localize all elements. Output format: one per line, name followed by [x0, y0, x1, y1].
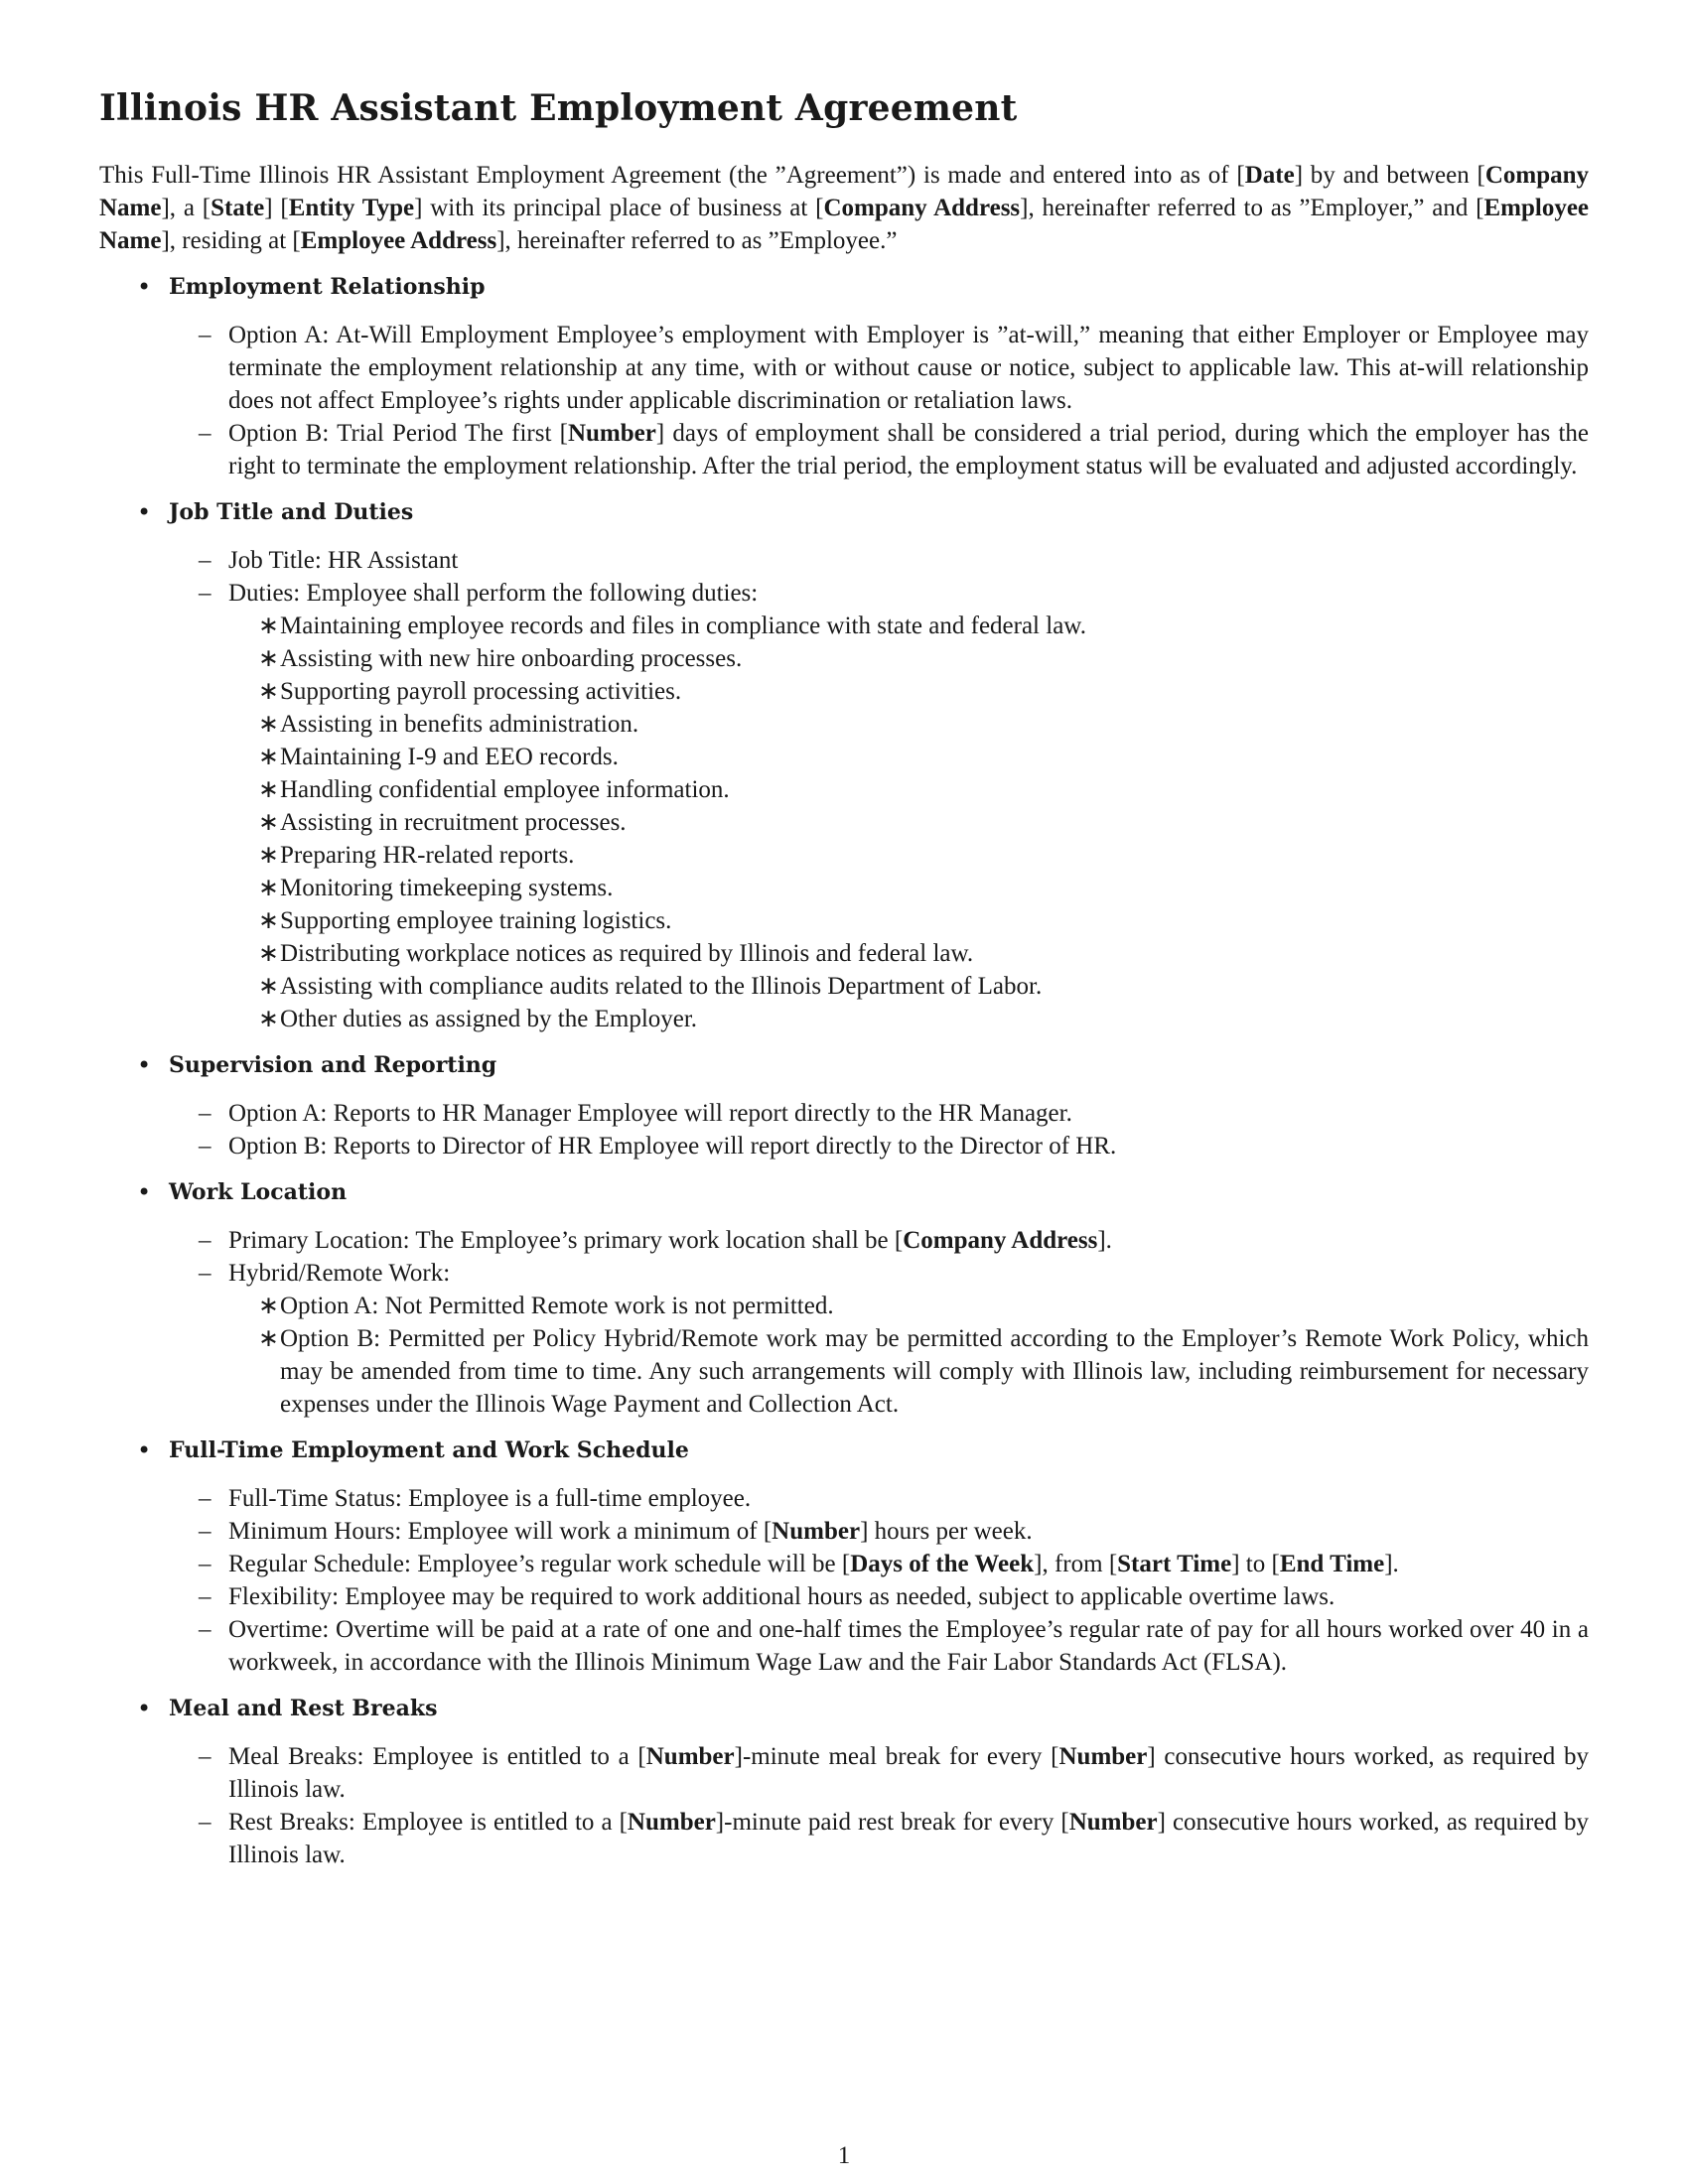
duty-text: Assisting with compliance audits related to the Illinois Department of Labor. [280, 973, 1043, 1000]
placeholder-number: Number [1068, 1809, 1158, 1836]
list-item [169, 417, 1589, 482]
list-item [169, 1482, 1589, 1515]
list-item [169, 1613, 1589, 1679]
item-list [169, 1740, 1589, 1871]
dash-icon: – [199, 1583, 211, 1610]
asterisk-icon: ∗ [258, 1293, 279, 1319]
asterisk-icon: ∗ [258, 1325, 279, 1352]
duty-item [228, 970, 1589, 1003]
item-text: Flexibility: Employee may be required to work additional hours as needed, subject to applicable overtime laws. [228, 1583, 1336, 1610]
section-employment-relationship [99, 271, 1589, 482]
duty-item [228, 642, 1589, 675]
document-title: Illinois HR Assistant Employment Agreement [99, 87, 1018, 129]
duty-text: Assisting with new hire onboarding processes. [280, 645, 743, 672]
asterisk-icon: ∗ [258, 678, 279, 705]
item-text: ]. [1097, 1227, 1112, 1254]
placeholder-number: Number [627, 1809, 716, 1836]
item-list [169, 1097, 1589, 1162]
list-item [169, 1257, 1589, 1421]
dash-icon: – [199, 1551, 211, 1577]
item-text: Duties: Employee shall perform the following duties: [228, 580, 759, 607]
hybrid-options-list [228, 1290, 1589, 1421]
dash-icon: – [199, 1227, 211, 1254]
dash-icon: – [199, 420, 211, 447]
intro-text: ], residing at [ [161, 227, 301, 254]
duties-list [228, 610, 1589, 1035]
item-text: ]-minute paid rest break for every [ [715, 1809, 1069, 1836]
intro-text: This Full-Time Illinois HR Assistant Employment Agreement (the ”Agreement”) is made and entered into as of [ [99, 162, 1245, 189]
duty-item [228, 806, 1589, 839]
asterisk-icon: ∗ [258, 940, 279, 967]
dash-icon: – [199, 1100, 211, 1127]
duty-text: Supporting employee training logistics. [280, 907, 672, 934]
duty-item [228, 675, 1589, 708]
list-item [169, 1806, 1589, 1871]
duty-text: Other duties as assigned by the Employer. [280, 1006, 698, 1032]
section-supervision-reporting [99, 1049, 1589, 1162]
document-page [99, 87, 1589, 1871]
duty-item [228, 904, 1589, 937]
placeholder-company-address: Company Address [903, 1227, 1098, 1254]
section-title: Work Location [169, 1179, 348, 1205]
bullet-icon: • [137, 273, 152, 301]
duty-text: Assisting in recruitment processes. [280, 809, 627, 836]
placeholder-number: Number [1058, 1743, 1148, 1770]
list-item [169, 1097, 1589, 1130]
intro-paragraph [99, 159, 1589, 257]
bullet-icon: • [137, 1695, 152, 1722]
dash-icon: – [199, 1616, 211, 1643]
hybrid-option-item [228, 1322, 1589, 1421]
duty-text: Supporting payroll processing activities. [280, 678, 682, 705]
placeholder-company-name: Company Name [99, 162, 1589, 221]
intro-text: ], a [ [161, 195, 211, 221]
bullet-icon: • [137, 1178, 152, 1206]
item-list [169, 1224, 1589, 1421]
section-title: Supervision and Reporting [169, 1052, 497, 1078]
duty-text: Assisting in benefits administration. [280, 711, 639, 738]
section-full-time-schedule [99, 1434, 1589, 1679]
placeholder-end-time: End Time [1279, 1551, 1385, 1577]
dash-icon: – [199, 1133, 211, 1160]
asterisk-icon: ∗ [258, 613, 279, 639]
asterisk-icon: ∗ [258, 645, 279, 672]
duty-text: Handling confidential employee information. [280, 776, 730, 803]
dash-icon: – [199, 1809, 211, 1836]
item-text: ] hours per week. [860, 1518, 1033, 1545]
placeholder-number: Number [772, 1518, 861, 1545]
dash-icon: – [199, 1518, 211, 1545]
item-text: ], from [ [1034, 1551, 1118, 1577]
section-title: Job Title and Duties [169, 499, 414, 525]
asterisk-icon: ∗ [258, 842, 279, 869]
section-job-title-duties [99, 496, 1589, 1035]
asterisk-icon: ∗ [258, 809, 279, 836]
hybrid-option-item [228, 1290, 1589, 1322]
list-item [169, 1740, 1589, 1806]
placeholder-company-address: Company Address [823, 195, 1021, 221]
item-text: ] days of employment shall be considered a trial period, during which the employer has the right to terminate the employment relationship. After the trial period, the employment status will be evaluated and adjusted accordingly. [228, 420, 1589, 479]
duty-text: Maintaining I-9 and EEO records. [280, 744, 619, 770]
list-item [169, 319, 1589, 417]
intro-text: ] with its principal place of business at [ [414, 195, 824, 221]
item-text: Option B: Reports to Director of HR Employee will report directly to the Director of HR. [228, 1133, 1117, 1160]
item-list [169, 544, 1589, 1035]
placeholder-employee-name: Employee Name [99, 195, 1590, 254]
section-list [99, 271, 1589, 1871]
dash-icon: – [199, 547, 211, 574]
item-text: Job Title: HR Assistant [228, 547, 459, 574]
asterisk-icon: ∗ [258, 907, 279, 934]
placeholder-number: Number [567, 420, 656, 447]
duty-item [228, 937, 1589, 970]
dash-icon: – [199, 1485, 211, 1512]
duty-item [228, 839, 1589, 872]
duty-text: Preparing HR-related reports. [280, 842, 575, 869]
list-item [169, 1580, 1589, 1613]
duty-text: Distributing workplace notices as required by Illinois and federal law. [280, 940, 974, 967]
duty-item [228, 872, 1589, 904]
item-list [169, 319, 1589, 482]
section-title: Meal and Rest Breaks [169, 1696, 438, 1721]
duty-text: Maintaining employee records and files in compliance with state and federal law. [280, 613, 1086, 639]
item-text: ] consecutive hours worked, as required by Illinois law. [228, 1743, 1589, 1803]
placeholder-date: Date [1244, 162, 1295, 189]
item-text: Overtime: Overtime will be paid at a rate of one and one-half times the Employee’s regular rate of pay for all hours worked over 40 in a workweek, in accordance with the Illinois Minimum Wage Law and the Fair Labor Standards Act (FLSA). [228, 1616, 1589, 1676]
dash-icon: – [199, 1743, 211, 1770]
list-item [169, 577, 1589, 1035]
placeholder-start-time: Start Time [1117, 1551, 1232, 1577]
list-item [169, 1130, 1589, 1162]
bullet-icon: • [137, 498, 152, 526]
asterisk-icon: ∗ [258, 776, 279, 803]
placeholder-state: State [211, 195, 265, 221]
section-work-location [99, 1176, 1589, 1421]
item-text: Hybrid/Remote Work: [228, 1260, 451, 1287]
item-text: Option A: At-Will Employment Employee’s employment with Employer is ”at-will,” meaning that either Employer or Employee may terminate the employment relationship at any time, with or without cause or notice, subject to applicable law. This at-will relationship does not affect Employee’s rights under applicable discrimination or retaliation laws. [228, 322, 1589, 414]
page-number: 1 [837, 2142, 851, 2169]
intro-text: ], hereinafter referred to as ”Employer,” and [ [1020, 195, 1484, 221]
item-text: Meal Breaks: Employee is entitled to a [ [228, 1743, 646, 1770]
asterisk-icon: ∗ [258, 711, 279, 738]
placeholder-employee-address: Employee Address [300, 227, 497, 254]
item-text: Full-Time Status: Employee is a full-time employee. [228, 1485, 752, 1512]
dash-icon: – [199, 580, 211, 607]
dash-icon: – [199, 1260, 211, 1287]
placeholder-days: Days of the Week [850, 1551, 1035, 1577]
duty-item [228, 741, 1589, 773]
option-text: Option B: Permitted per Policy Hybrid/Remote work may be permitted according to the Employer’s Remote Work Policy, which may be amended from time to time. Any such arrangements will comply with Illinois law, including reimbursement for necessary expenses under the Illinois Wage Payment and Collection Act. [280, 1325, 1589, 1418]
item-list [169, 1482, 1589, 1679]
list-item [169, 1515, 1589, 1548]
intro-text: ], hereinafter referred to as ”Employee.” [496, 227, 898, 254]
list-item [169, 1548, 1589, 1580]
intro-text: ] by and between [ [1294, 162, 1485, 189]
placeholder-number: Number [645, 1743, 735, 1770]
duty-item [228, 610, 1589, 642]
section-title: Employment Relationship [169, 274, 486, 300]
item-text: Minimum Hours: Employee will work a minimum of [ [228, 1518, 773, 1545]
list-item [169, 544, 1589, 577]
bullet-icon: • [137, 1436, 152, 1464]
list-item [169, 1224, 1589, 1257]
duty-item [228, 1003, 1589, 1035]
item-text: ]. [1384, 1551, 1399, 1577]
dash-icon: – [199, 322, 211, 348]
item-text: ] consecutive hours worked, as required by Illinois law. [228, 1809, 1590, 1868]
bullet-icon: • [137, 1051, 152, 1079]
asterisk-icon: ∗ [258, 875, 279, 901]
option-text: Option A: Not Permitted Remote work is not permitted. [280, 1293, 834, 1319]
duty-item [228, 773, 1589, 806]
item-text: ] to [ [1231, 1551, 1280, 1577]
item-text: Option A: Reports to HR Manager Employee will report directly to the HR Manager. [228, 1100, 1072, 1127]
placeholder-entity-type: Entity Type [288, 195, 415, 221]
item-text: Rest Breaks: Employee is entitled to a [ [228, 1809, 628, 1836]
duty-item [228, 708, 1589, 741]
intro-text: ] [ [264, 195, 289, 221]
section-meal-rest-breaks [99, 1693, 1589, 1871]
asterisk-icon: ∗ [258, 1006, 279, 1032]
section-title: Full-Time Employment and Work Schedule [169, 1437, 689, 1463]
item-text: Option B: Trial Period The first [ [228, 420, 568, 447]
asterisk-icon: ∗ [258, 744, 279, 770]
asterisk-icon: ∗ [258, 973, 279, 1000]
item-text: Primary Location: The Employee’s primary work location shall be [ [228, 1227, 904, 1254]
item-text: Regular Schedule: Employee’s regular work schedule will be [ [228, 1551, 851, 1577]
item-text: ]-minute meal break for every [ [734, 1743, 1059, 1770]
duty-text: Monitoring timekeeping systems. [280, 875, 614, 901]
